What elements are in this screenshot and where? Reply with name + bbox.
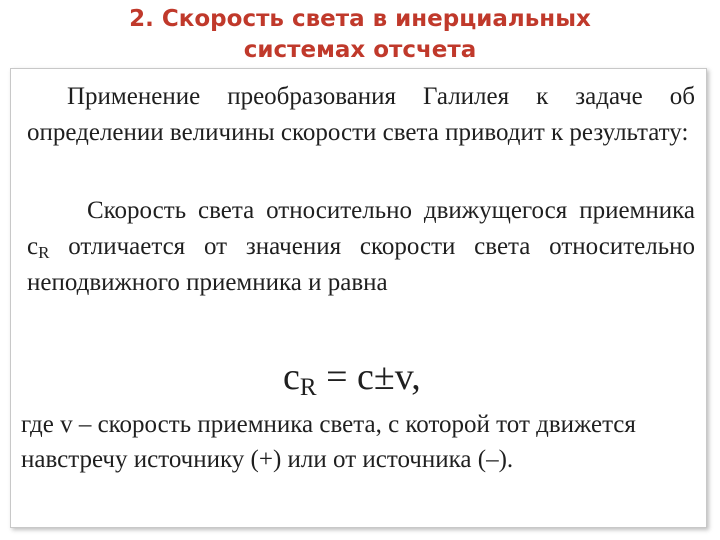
formula-lhs-subscript: R (299, 374, 317, 401)
slide-title-line-1: 2. Скорость света в инерциальных (129, 6, 591, 32)
formula-rhs: = c±v, (316, 356, 421, 398)
receiver-speed-text-after: отличается от значения скорости света относительно неподвижного приемника и равна (27, 233, 695, 296)
slide-title-line-2: системах отсчета (243, 37, 477, 63)
formula-lhs: c (283, 356, 300, 398)
receiver-speed-symbol-subscript: R (38, 243, 50, 262)
formula-explanation: где v – скорость приемника света, с которой тот движется навстречу источнику (+) или от источника (–). (21, 411, 636, 473)
slide-title (0, 4, 720, 66)
receiver-speed-symbol-base: c (27, 233, 39, 260)
receiver-speed-text-before: Скорость света относительно движущегося приемника (87, 197, 695, 224)
intro-paragraph: Применение преобразования Галилея к задаче об определении величины скорости света приводит к результату: (27, 83, 695, 146)
receiver-speed-paragraph (27, 193, 695, 301)
content-frame (10, 68, 707, 528)
speed-formula (283, 355, 421, 399)
receiver-speed-symbol (27, 233, 49, 260)
